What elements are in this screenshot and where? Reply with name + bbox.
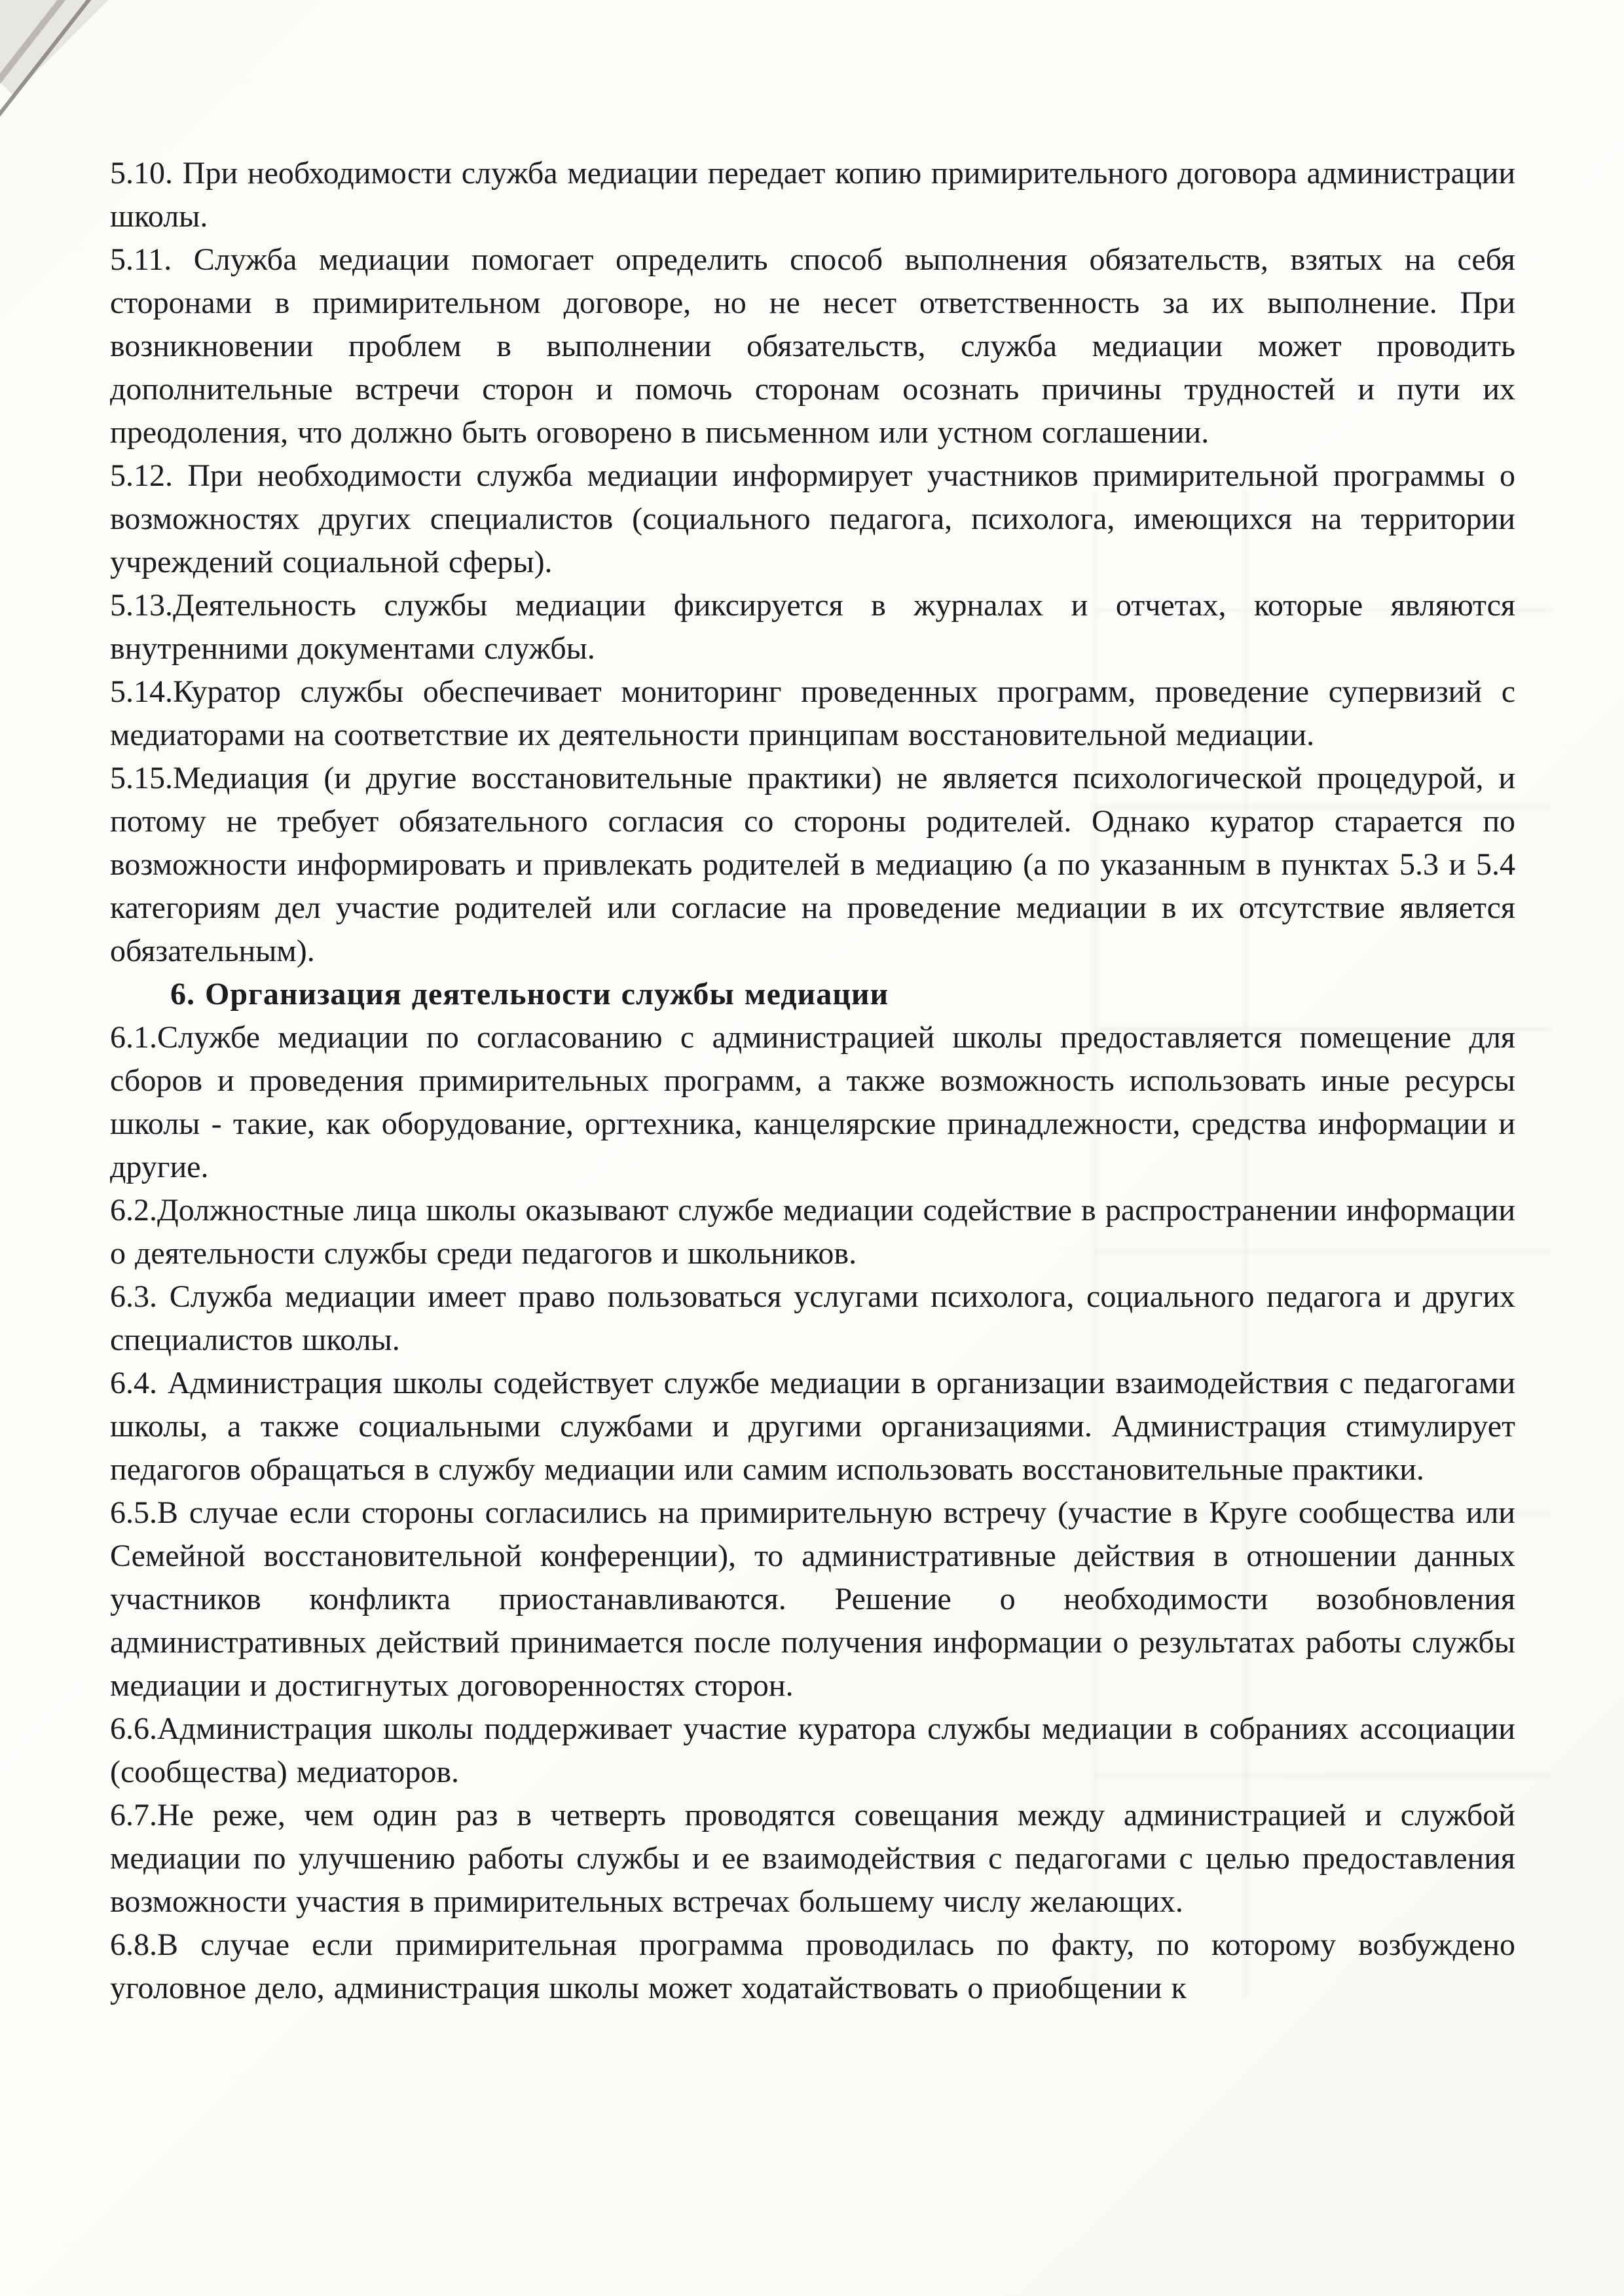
section-heading-6: 6. Организация деятельности службы медиации: [170, 977, 889, 1011]
fold-line: [0, 0, 67, 85]
paragraph-6-2: 6.2.Должностные лица школы оказывают службе медиации содействие в распространении информации о деятельности службы среди педагогов и школьников.: [110, 1193, 1515, 1271]
paragraph-6-7: 6.7.Не реже, чем один раз в четверть проводятся совещания между администрацией и службой медиации по улучшению работы службы и ее взаимодействия с педагогами с целью предоставления возможности участия в примирительных встречах большему числу желающих.: [110, 1798, 1515, 1919]
paragraph-5-10: 5.10. При необходимости служба медиации передает копию примирительного договора администрации школы.: [110, 156, 1515, 234]
paragraph-6-8: 6.8.В случае если примирительная программа проводилась по факту, по которому возбуждено уголовное дело, администрация школы может ходатайствовать о приобщении к: [110, 1927, 1515, 2005]
paragraph-6-3: 6.3. Служба медиации имеет право пользоваться услугами психолога, социального педагога и других специалистов школы.: [110, 1279, 1515, 1357]
paragraph-6-5: 6.5.В случае если стороны согласились на примирительную встречу (участие в Круге сообщества или Семейной восстановительной конференции), то административные действия в отношении данных участников конфликта приостанавливаются. Решение о необходимости возобновления административных действий принимается после получения информации о результатах работы службы медиации и достигнутых договоренностях сторон.: [110, 1495, 1515, 1703]
paragraph-5-14: 5.14.Куратор службы обеспечивает мониторинг проведенных программ, проведение супервизий с медиаторами на соответствие их деятельности принципам восстановительной медиации.: [110, 674, 1515, 752]
paragraph-6-6: 6.6.Администрация школы поддерживает участие куратора службы медиации в собраниях ассоциации (сообщества) медиаторов.: [110, 1711, 1515, 1789]
scan-fold-artifact: [0, 0, 170, 170]
fold-line: [0, 0, 100, 118]
fold-shadow: [0, 0, 115, 96]
paragraph-6-1: 6.1.Службе медиации по согласованию с администрацией школы предоставляется помещение для сборов и проведения примирительных программ, а также возможность использовать иные ресурсы школы - такие, как оборудование, оргтехника, канцелярские принадлежности, средства информации и другие.: [110, 1020, 1515, 1184]
paragraph-5-15: 5.15.Медиация (и другие восстановительные практики) не является психологической процедурой, и потому не требует обязательного согласия со стороны родителей. Однако куратор старается по возможности информировать и привлекать родителей в медиацию (а по указанным в пунктах 5.3 и 5.4 категориям дел участие родителей или согласие на проведение медиации в их отсутствие является обязательным).: [110, 761, 1515, 968]
paragraph-6-4: 6.4. Администрация школы содействует службе медиации в организации взаимодействия с педагогами школы, а также социальными службами и другими организациями. Администрация стимулирует педагогов обращаться в службу медиации или самим использовать восстановительные практики.: [110, 1366, 1515, 1487]
paragraph-5-13: 5.13.Деятельность службы медиации фиксируется в журналах и отчетах, которые являются внутренними документами службы.: [110, 588, 1515, 666]
paragraph-5-12: 5.12. При необходимости служба медиации информирует участников примирительной программы о возможностях других специалистов (социального педагога, психолога, имеющихся на территории учреждений социальной сферы).: [110, 458, 1515, 579]
paragraph-5-11: 5.11. Служба медиации помогает определить способ выполнения обязательств, взятых на себя сторонами в примирительном договоре, но не несет ответственность за их выполнение. При возникновении проблем в выполнении обязательств, служба медиации может проводить дополнительные встречи сторон и помочь сторонам осознать причины трудностей и пути их преодоления, что должно быть оговорено в письменном или устном соглашении.: [110, 242, 1515, 450]
document-body: [110, 152, 1515, 2010]
